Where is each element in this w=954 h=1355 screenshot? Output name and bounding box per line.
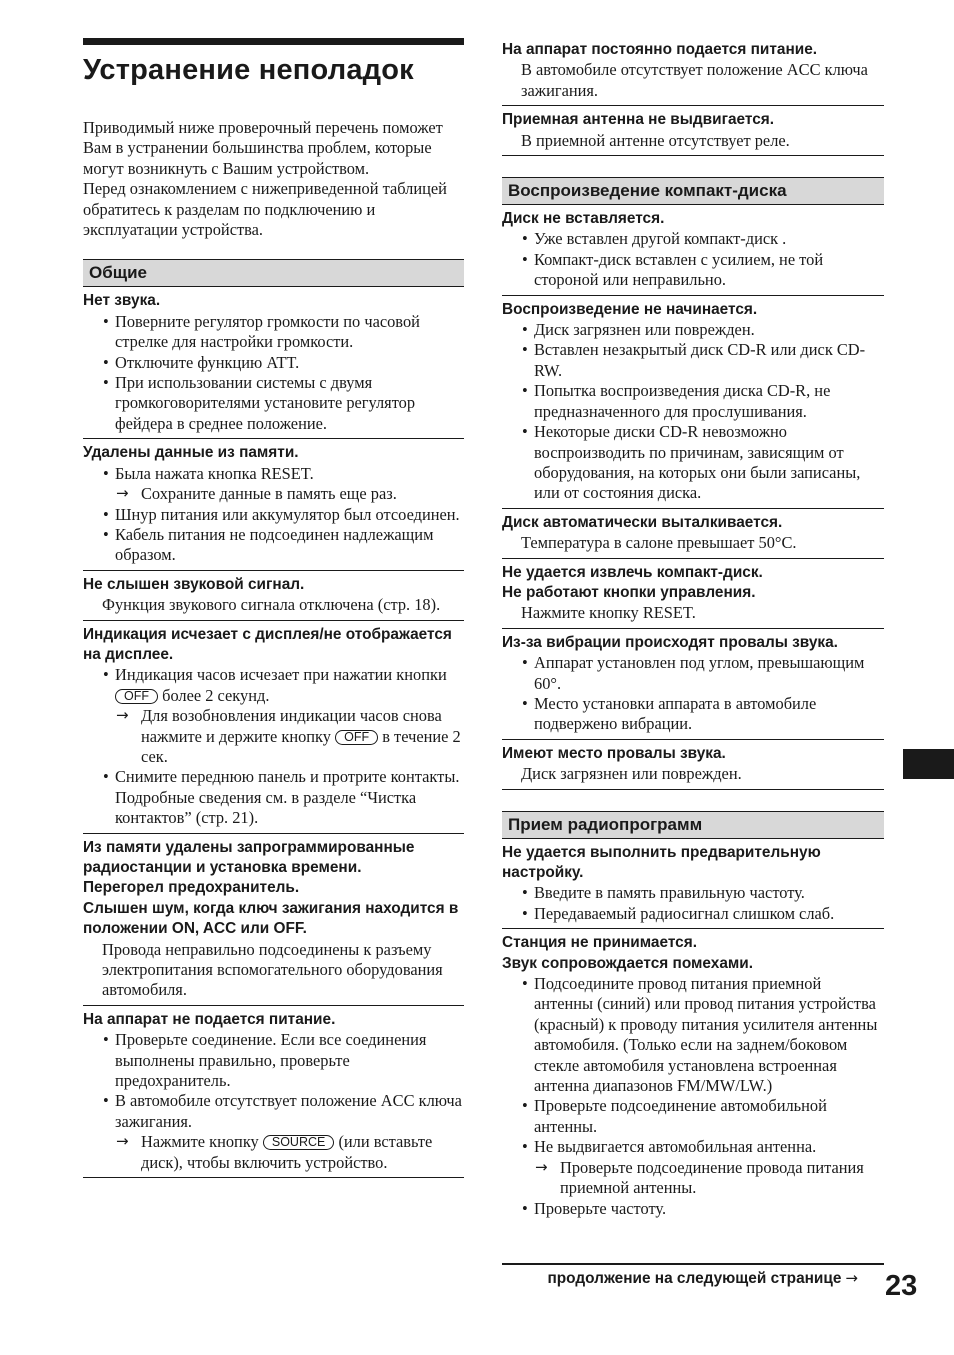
entry-memory-erased: [83, 439, 464, 570]
bullet-item: • Диск загрязнен или поврежден.: [502, 320, 884, 340]
bullet-item: • Проверьте подсоединение автомобильной антенны.: [502, 1096, 884, 1137]
arrow-item: [83, 706, 464, 767]
intro-paragraph: Перед ознакомлением с нижеприведенной таблицей обратитесь к разделам по подключению и эксплуатации устройства.: [83, 179, 447, 240]
entry-title: Слышен шум, когда ключ зажигания находится в положении ON, ACC или OFF.: [83, 899, 459, 938]
entry-vibration: [502, 629, 884, 740]
bullet-text: более 2 секунд.: [162, 685, 270, 705]
entry-eject: [502, 509, 884, 559]
entry-no-sound: [83, 287, 464, 439]
entry-no-insert: [502, 205, 884, 296]
intro: [83, 118, 464, 240]
entry-title: На аппарат не подается питание.: [83, 1010, 336, 1028]
section-thumb-tab: [903, 749, 954, 779]
entry-cannot-eject: [502, 559, 884, 629]
entry-title: Звук сопровождается помехами.: [502, 954, 753, 972]
source-key-label: SOURCE: [263, 1135, 334, 1150]
section-header-general: Общие: [83, 259, 464, 287]
footer-continue: [547, 1269, 858, 1288]
entry-title: Диск не вставляется.: [502, 210, 665, 228]
entry-fuse: [83, 834, 464, 1006]
bullet-item: • Проверьте частоту.: [502, 1199, 884, 1219]
bullet-item: • Некоторые диски CD-R невозможно воспроизводить по причинам, зависящим от оборудования, на которых они были записаны, или от состояния диска.: [502, 422, 884, 504]
entry-title: Удалены данные из памяти.: [83, 444, 299, 462]
bullet-item: • Компакт-диск вставлен с усилием, не той стороной или неправильно.: [502, 250, 884, 291]
arrow-item: [83, 1132, 464, 1173]
entry-title: Имеют место провалы звука.: [502, 744, 726, 762]
bullet-item: • Была нажата кнопка RESET.: [83, 464, 464, 484]
entry-title: Перегорел предохранитель.: [83, 879, 300, 897]
footer-continue-text: продолжение на следующей странице: [547, 1270, 842, 1287]
entry-text: Функция звукового сигнала отключена (стр. 18).: [102, 595, 441, 615]
bullet-item: • Попытка воспроизведения диска CD-R, не предназначенного для прослушивания.: [502, 381, 884, 422]
arrow-item: → Проверьте подсоединение провода питания приемной антенны.: [502, 1158, 884, 1199]
bullet-item: • Шнур питания или аккумулятор был отсоединен.: [83, 505, 464, 525]
bullet-text: Индикация часов исчезает при нажатии кнопки: [115, 665, 447, 685]
entry-title: Не работают кнопки управления.: [502, 583, 756, 601]
arrow-item: → Сохраните данные в память еще раз.: [83, 484, 464, 504]
right-arrow-icon: →: [845, 1269, 858, 1287]
off-key-label: OFF: [335, 730, 378, 745]
entry-title: Воспроизведение не начинается.: [502, 300, 758, 318]
entry-title: Приемная антенна не выдвигается.: [502, 111, 775, 129]
entry-no-power: [83, 1006, 464, 1178]
left-column: [83, 38, 464, 1178]
entry-title: Из памяти удалены запрограммированные радиостанции и установка времени.: [83, 838, 415, 876]
title-rule: [83, 38, 464, 45]
intro-paragraph: Приводимый ниже проверочный перечень поможет Вам в устранении большинства проблем, которые могут возникнуть с Вашим устройством.: [83, 118, 443, 178]
entry-text: Диск загрязнен или поврежден.: [521, 764, 742, 784]
bullet-item: • Введите в память правильную частоту.: [502, 883, 884, 903]
page-footer: [502, 1263, 884, 1287]
entry-text: В приемной антенне отсутствует реле.: [521, 130, 790, 150]
bullet-item: [83, 665, 464, 706]
arrow-text: (или вставьте диск), чтобы включить устройство.: [141, 1132, 433, 1172]
right-column: [502, 40, 884, 1223]
bullet-item: • Отключите функцию ATT.: [83, 353, 464, 373]
section-header-radio: Прием радиопрограмм: [502, 811, 884, 839]
bullet-item: • Кабель питания не подсоединен надлежащим образом.: [83, 525, 464, 566]
entry-constant-power: [502, 40, 884, 106]
arrow-text: Для возобновления индикации часов снова нажмите и держите кнопку: [141, 706, 442, 746]
entry-text: Температура в салоне превышает 50°C.: [521, 533, 797, 553]
off-key-label: OFF: [115, 689, 158, 704]
bullet-item: • Подсоедините провод питания приемной антенны (синий) или провод питания устройства (красный) к проводу питания усилителя антенны автомобиля. (Только если на заднем/боковом стекле автомобиля установлена встроенная антенна диапазонов FM/MW/LW.): [502, 974, 884, 1096]
entry-text: Нажмите кнопку RESET.: [521, 603, 696, 623]
entry-no-beep: [83, 571, 464, 621]
bullet-item: • Проверьте соединение. Если все соединения выполнены правильно, проверьте предохранитель.: [83, 1030, 464, 1091]
entry-title: Из-за вибрации происходят провалы звука.: [502, 633, 838, 651]
entry-preset: [502, 839, 884, 930]
entry-dropouts: [502, 740, 884, 790]
entry-text: В автомобиле отсутствует положение ACC ключа зажигания.: [521, 60, 868, 100]
bullet-item: • Уже вставлен другой компакт-диск .: [502, 229, 884, 249]
arrow-text: в течение 2 сек.: [141, 726, 461, 766]
entry-no-station: [502, 929, 884, 1223]
page-number: 23: [885, 1270, 918, 1302]
entry-indication: [83, 621, 464, 834]
bullet-item: • В автомобиле отсутствует положение ACC ключа зажигания.: [83, 1091, 464, 1132]
bullet-item: • Аппарат установлен под углом, превышающим 60°.: [502, 653, 884, 694]
bullet-item: • Поверните регулятор громкости по часовой стрелке для настройки громкости.: [83, 312, 464, 353]
entry-title: Диск автоматически выталкивается.: [502, 513, 783, 531]
bullet-item: • При использовании системы с двумя громкоговорителями установите регулятор фейдера в среднее положение.: [83, 373, 464, 434]
entry-title: Индикация исчезает с дисплея/не отображается на дисплее.: [83, 625, 452, 663]
page-title: Устранение неполадок: [83, 54, 414, 86]
entry-text: Провода неправильно подсоединены к разъему электропитания вспомогательного оборудования автомобиля.: [102, 939, 443, 1000]
section-header-cd: Воспроизведение компакт-диска: [502, 177, 884, 205]
entry-title: Нет звука.: [83, 292, 161, 310]
entry-no-play: [502, 296, 884, 509]
entry-antenna: [502, 106, 884, 156]
entry-title: На аппарат постоянно подается питание.: [502, 41, 818, 58]
entry-title: Не слышен звуковой сигнал.: [83, 575, 305, 593]
entry-title: Не удается выполнить предварительную настройку.: [502, 843, 821, 881]
bullet-item: • Снимите переднюю панель и протрите контакты. Подробные сведения см. в разделе “Чистка контактов” (стр. 21).: [83, 767, 464, 828]
entry-title: Не удается извлечь компакт-диск.: [502, 563, 763, 581]
bullet-item: • Передаваемый радиосигнал слишком слаб.: [502, 904, 884, 924]
arrow-text: Нажмите кнопку: [141, 1132, 259, 1152]
bullet-item: • Вставлен незакрытый диск CD-R или диск CD-RW.: [502, 340, 884, 381]
entry-title: Станция не принимается.: [502, 934, 697, 952]
bullet-item: • Место установки аппарата в автомобиле подвержено вибрации.: [502, 694, 884, 735]
bullet-item: • Не выдвигается автомобильная антенна.: [502, 1137, 884, 1157]
